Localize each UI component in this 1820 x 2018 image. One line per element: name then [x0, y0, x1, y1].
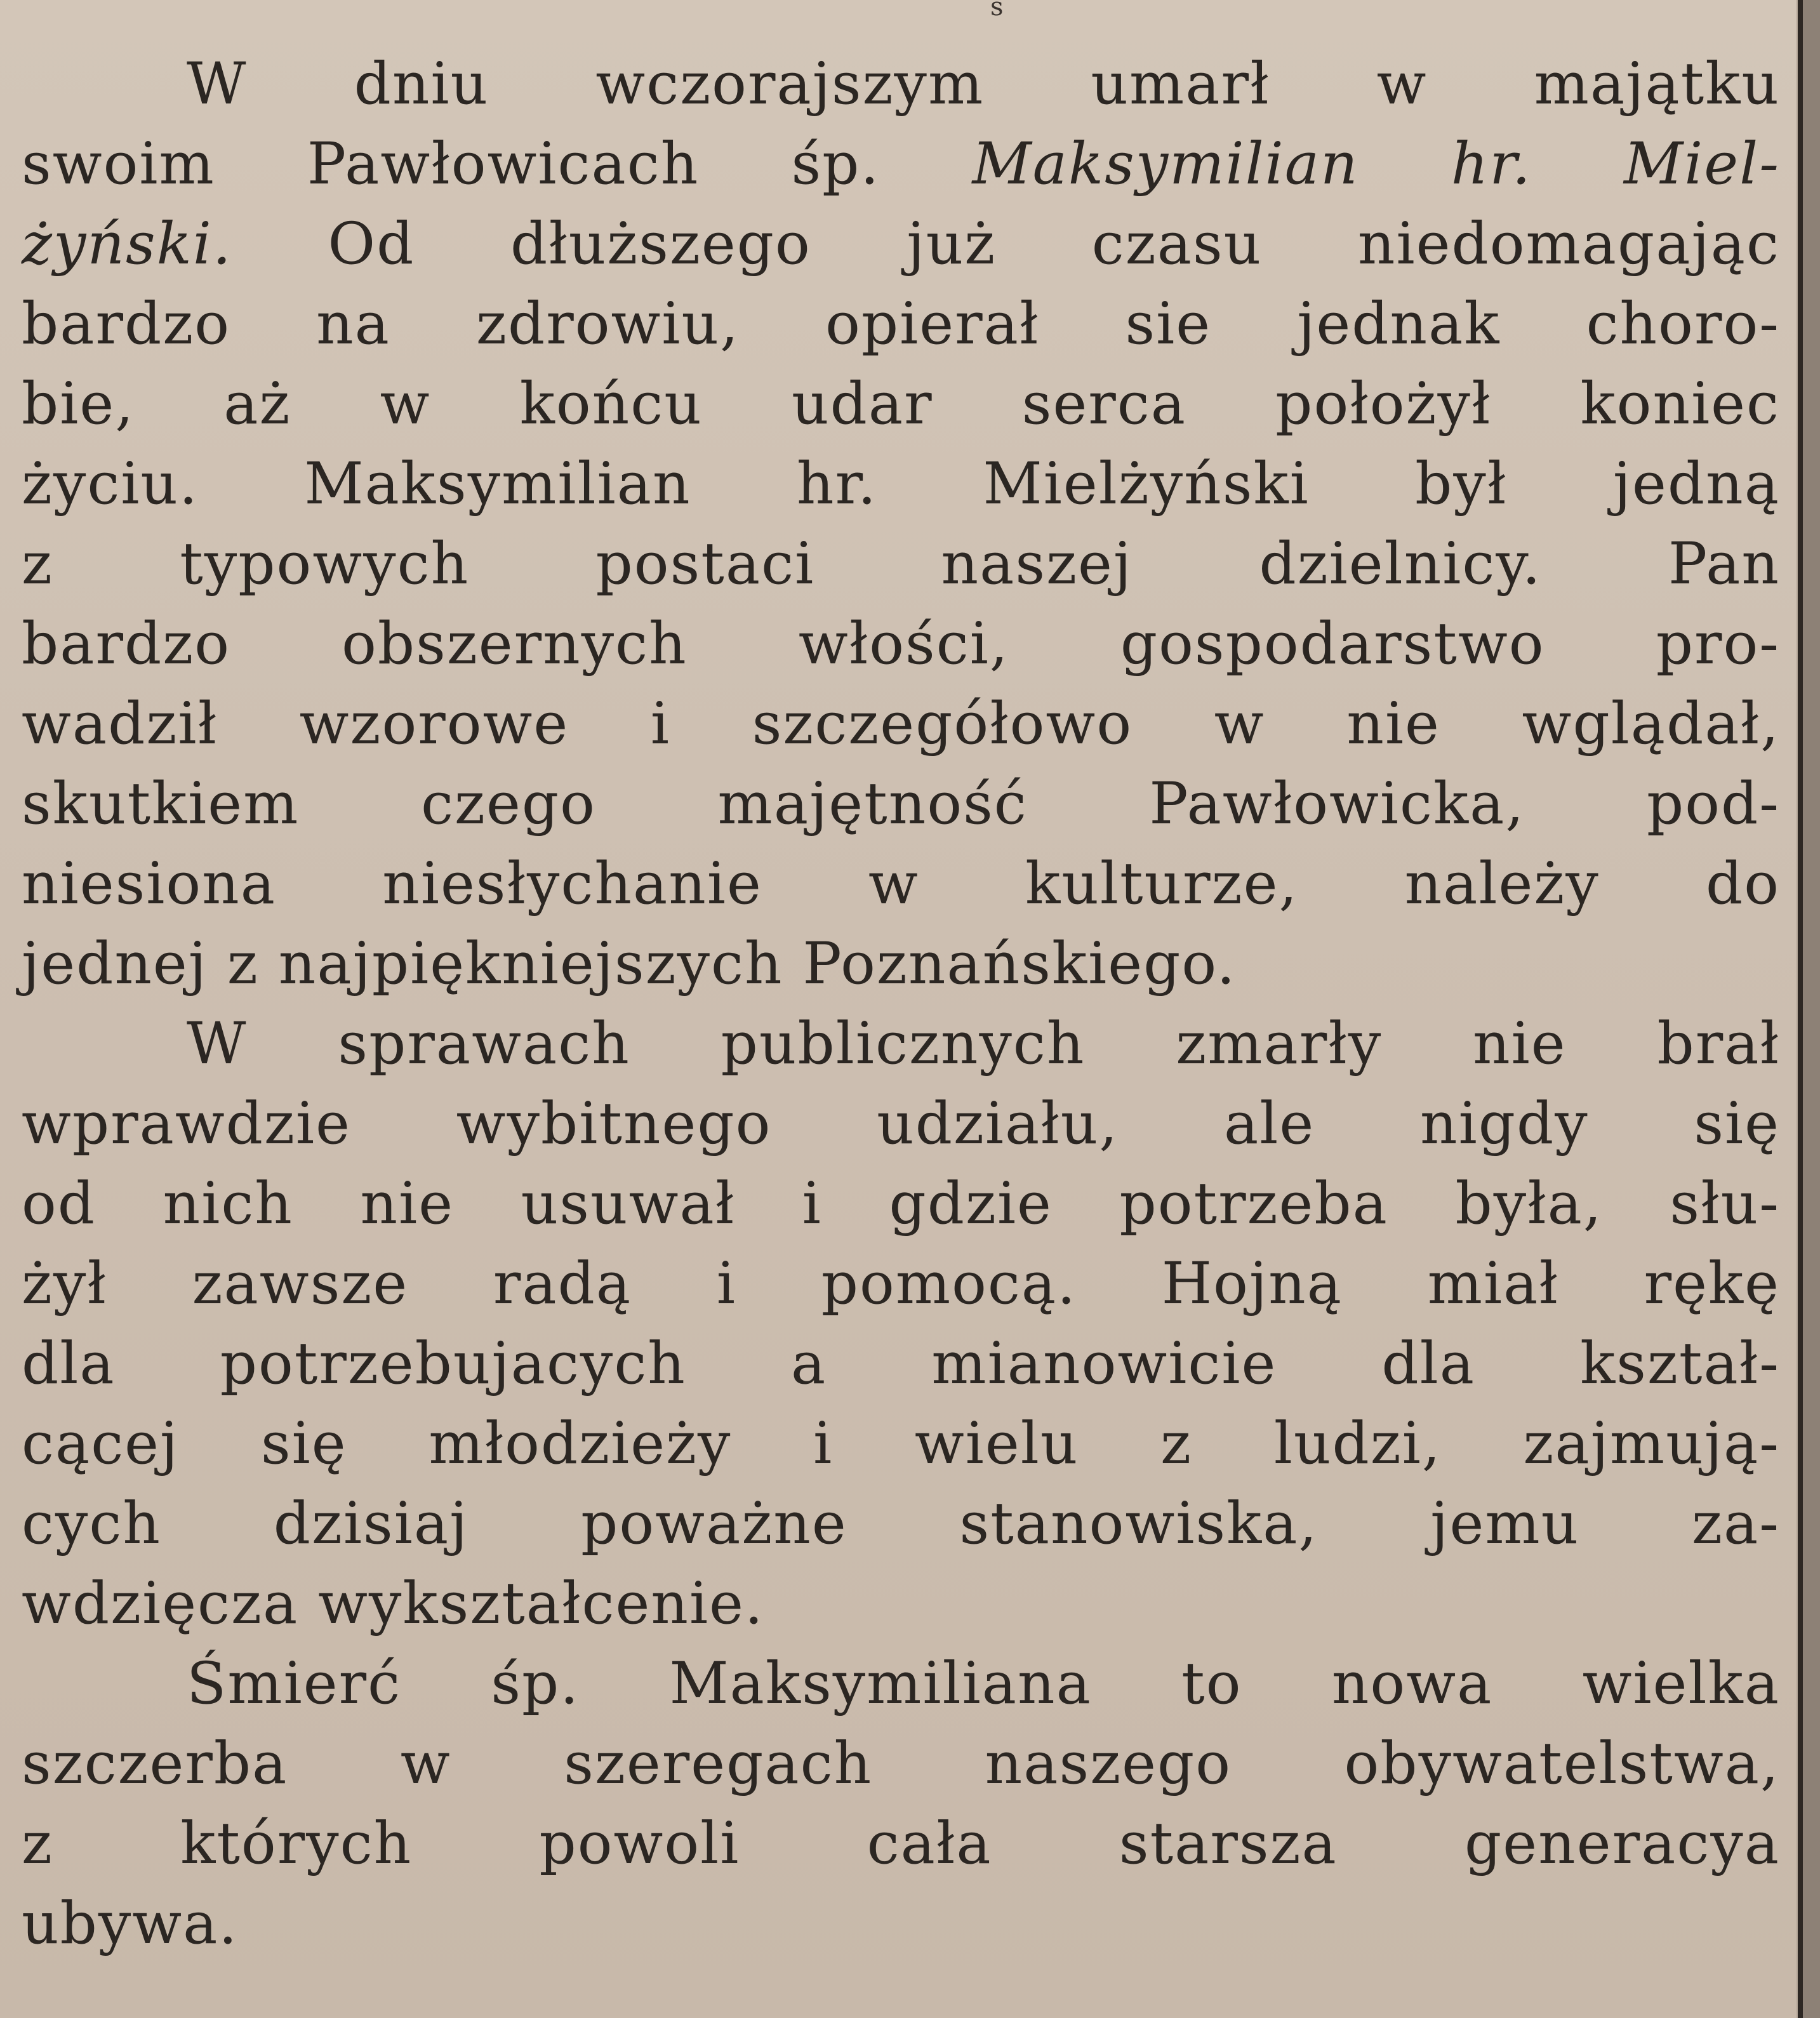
- column-rule: [1798, 0, 1803, 2018]
- text-line: [22, 844, 1780, 924]
- text-line: [22, 44, 1780, 124]
- text-segment: niesiona niesłychanie w kulturze, należy do: [22, 851, 1780, 917]
- text-line: [22, 364, 1780, 444]
- text-line: [22, 284, 1780, 364]
- text-segment: życiu. Maksymilian hr. Mielżyński był jedną: [22, 451, 1780, 517]
- text-line: [22, 1324, 1780, 1404]
- text-segment: dla potrzebujacych a mianowicie dla kształ-: [22, 1331, 1780, 1397]
- text-segment: jednej z najpiękniejszych Poznańskiego.: [22, 931, 1237, 997]
- text-segment: wadził wzorowe i szczegółowo w nie wglądał,: [22, 691, 1780, 757]
- article-paragraph: [22, 1004, 1780, 1644]
- text-line: [22, 124, 1780, 204]
- text-segment: Od dłuższego już czasu niedomagając: [232, 211, 1780, 277]
- text-line: [22, 1564, 1780, 1644]
- text-segment: z typowych postaci naszej dzielnicy. Pan: [22, 531, 1780, 597]
- text-segment: bardzo na zdrowiu, opierał sie jednak choro-: [22, 291, 1780, 357]
- text-line: [22, 1804, 1780, 1884]
- text-line: [22, 1884, 1780, 1964]
- text-line: [22, 444, 1780, 524]
- text-segment: z których powoli cała starsza generacya: [22, 1810, 1780, 1877]
- italic-name: Maksymilian hr. Miel-: [972, 131, 1780, 197]
- italic-name: żyński.: [22, 211, 232, 277]
- text-segment: szczerba w szeregach naszego obywatelstwa,: [22, 1730, 1780, 1797]
- text-line: [22, 1164, 1780, 1244]
- text-line: [22, 604, 1780, 684]
- text-segment: W dniu wczorajszym umarł w majątku: [187, 51, 1780, 117]
- text-segment: wprawdzie wybitnego udziału, ale nigdy się: [22, 1091, 1780, 1157]
- text-segment: cych dzisiaj poważne stanowiska, jemu za-: [22, 1490, 1780, 1557]
- obituary-article: [22, 44, 1780, 1964]
- text-segment: bardzo obszernych włości, gospodarstwo pro-: [22, 611, 1780, 677]
- text-line: [22, 924, 1780, 1004]
- text-segment: cącej się młodzieży i wielu z ludzi, zajmują-: [22, 1411, 1780, 1477]
- text-segment: od nich nie usuwał i gdzie potrzeba była, słu-: [22, 1171, 1780, 1237]
- text-segment: skutkiem czego majętność Pawłowicka, pod-: [22, 771, 1780, 837]
- text-line: [22, 1644, 1780, 1724]
- article-paragraph: [22, 1644, 1780, 1964]
- article-paragraph: [22, 44, 1780, 1004]
- text-line: [22, 524, 1780, 604]
- text-line: [22, 1484, 1780, 1564]
- text-segment: bie, aż w końcu udar serca położył koniec: [22, 371, 1780, 437]
- page-edge: [1803, 0, 1820, 2018]
- top-mark: s: [990, 0, 1004, 22]
- text-line: [22, 1244, 1780, 1324]
- text-segment: wdzięcza wykształcenie.: [22, 1570, 764, 1637]
- text-segment: ubywa.: [22, 1890, 239, 1957]
- text-segment: W sprawach publicznych zmarły nie brał: [187, 1011, 1780, 1077]
- text-line: [22, 204, 1780, 284]
- text-line: [22, 1084, 1780, 1164]
- text-line: [22, 1404, 1780, 1484]
- text-segment: Śmierć śp. Maksymiliana to nowa wielka: [187, 1650, 1780, 1717]
- text-segment: swoim Pawłowicach śp.: [22, 131, 973, 197]
- text-line: [22, 1004, 1780, 1084]
- text-line: [22, 764, 1780, 844]
- text-line: [22, 1724, 1780, 1804]
- text-line: [22, 684, 1780, 764]
- text-segment: żył zawsze radą i pomocą. Hojną miał rękę: [22, 1251, 1780, 1317]
